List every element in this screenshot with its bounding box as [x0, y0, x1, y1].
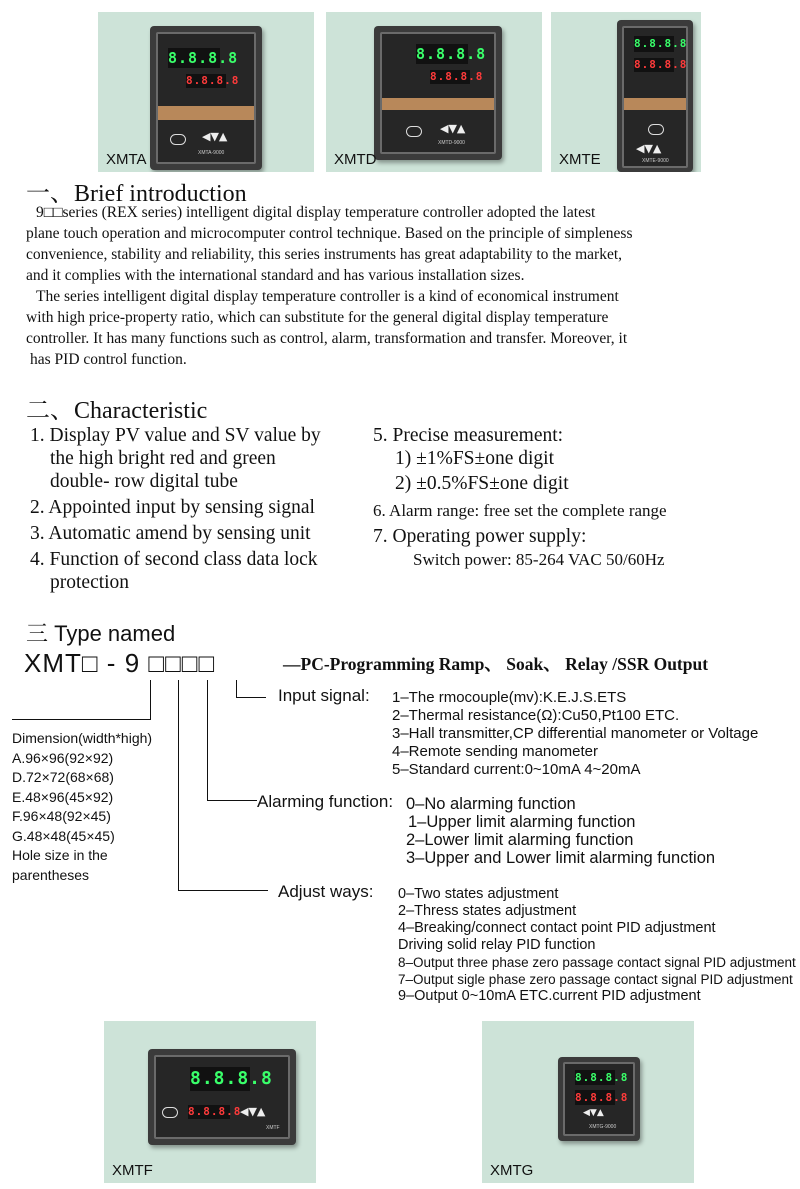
- section-heading-intro: 一、Brief introduction: [26, 181, 247, 207]
- photo-caption: XMTD: [334, 151, 377, 168]
- pv-display: 8.8.8.8: [416, 45, 487, 63]
- connector-line: [150, 680, 151, 720]
- alarming-function-list: 0–No alarming function 1–Upper limit alarming function 2–Lower limit alarming function 3–Upper and Lower limit alarming function: [406, 795, 716, 867]
- controller-device: 8.8.8.8 8.8.8.8 ◀▼▲ XMTF: [148, 1049, 296, 1145]
- intro-paragraphs: 9□□series (REX series) intelligent digital display temperature controller adopted the latest plane touch operation and microcomputer control technique. Based on the principle of simpleness convenience, stability and reliability, this series instruments has great adaptability to the market, and it complies with the international standard and has various installation sizes. The series intelligent digital display temperature controller is a kind of economical instrument with high price-property ratio, which can substitute for the general digital display temperature controller. It has many functions such as control, alarm, transformation and transfer. Moreover, it has PID control function.: [26, 204, 633, 368]
- characteristic-right-column: 5. Precise measurement: 1) ±1%FS±one digit 2) ±0.5%FS±one digit 6. Alarm range: free set the complete range 7. Operating power supply: Switch power: 85-264 VAC 50/60Hz: [373, 425, 667, 569]
- photo-caption: XMTE: [559, 151, 601, 168]
- photo-xmtg: [482, 1021, 694, 1183]
- arrow-buttons-icon: ◀▼▲: [202, 130, 228, 143]
- arrow-buttons-icon: ◀▼▲: [440, 122, 466, 135]
- section-heading-characteristic: 二、Characteristic: [26, 398, 208, 424]
- connector-line: [178, 680, 179, 891]
- controller-device: 8.8.8.8 8.8.8.8 ◀▼▲ XMTA-9000: [150, 26, 262, 170]
- pv-display: 8.8.8.8: [190, 1068, 273, 1089]
- sv-display: 8.8.8.8: [430, 70, 484, 83]
- dimension-list: Dimension(width*high) A.96×96(92×92) D.72×72(68×68) E.48×96(45×92) F.96×48(92×45) G.48×48(45×45) Hole size in the parentheses: [12, 730, 153, 883]
- alarming-function-label: Alarming function:: [257, 792, 394, 811]
- arrow-buttons-icon: ◀▼▲: [636, 142, 662, 155]
- connector-line: [207, 680, 208, 801]
- connector-line: [12, 719, 151, 720]
- arrow-buttons-icon: ◀▼▲: [583, 1108, 604, 1118]
- section-heading-type-named: 三 Type named: [26, 621, 176, 646]
- photo-xmtd: [326, 12, 542, 172]
- photo-xmtf: [104, 1021, 316, 1183]
- pv-display: 8.8.8.8: [575, 1071, 629, 1084]
- connector-line: [236, 680, 237, 698]
- pv-display: 8.8.8.8: [634, 37, 688, 50]
- controller-device: 8.8.8.8 8.8.8.8 ◀▼▲ XMTG-9000: [558, 1057, 640, 1141]
- sv-display: 8.8.8.8: [575, 1091, 629, 1104]
- sv-display: 8.8.8.8: [186, 74, 240, 87]
- sv-display: 8.8.8.8: [634, 58, 688, 71]
- brand-logo-icon: [170, 134, 186, 145]
- photo-xmte: [551, 12, 701, 172]
- photo-caption: XMTG: [490, 1162, 534, 1179]
- adjust-ways-label: Adjust ways:: [278, 882, 374, 901]
- input-signal-list: 1–The rmocouple(mv):K.E.J.S.ETS 2–Thermal resistance(Ω):Cu50,Pt100 ETC. 3–Hall transmitter,CP differential manometer or Voltage 4–Remote sending manometer 5–Standard current:0~10mA 4~20mA: [392, 689, 759, 778]
- adjust-ways-list: 0–Two states adjustment 2–Thress states adjustment 4–Breaking/connect contact point PID adjustment Driving solid relay PID function 8–Output three phase zero passage contact signal PID adjustment 7–Output sigle phase zero passage contact signal PID adjustment 9–Output 0~10mA ETC.current PID adjustment: [398, 886, 796, 1004]
- connector-line: [207, 800, 257, 801]
- photo-caption: XMTF: [112, 1162, 153, 1179]
- brand-logo-icon: [648, 124, 664, 135]
- model-code-suffix: —PC-Programming Ramp、 Soak、 Relay /SSR Output: [283, 654, 709, 674]
- connector-line: [236, 697, 266, 698]
- model-code: XMT□ - 9 □□□□: [24, 648, 216, 678]
- input-signal-label: Input signal:: [278, 686, 370, 705]
- characteristic-left-column: 1. Display PV value and SV value by the high bright red and green double- row digital tube 2. Appointed input by sensing signal 3. Automatic amend by sensing unit 4. Function of second class data lock protection: [30, 425, 321, 593]
- arrow-buttons-icon: ◀▼▲: [240, 1105, 266, 1118]
- photo-xmta: [98, 12, 314, 172]
- connector-line: [178, 890, 268, 891]
- pv-display: 8.8.8.8: [168, 49, 239, 67]
- sv-display: 8.8.8.8: [188, 1105, 242, 1118]
- brand-logo-icon: [406, 126, 422, 137]
- controller-device: 8.8.8.8 8.8.8.8 ◀▼▲ XMTE-9000: [617, 20, 693, 172]
- photo-caption: XMTA: [106, 151, 147, 168]
- brand-logo-icon: [162, 1107, 178, 1118]
- controller-device: 8.8.8.8 8.8.8.8 ◀▼▲ XMTD-9000: [374, 26, 502, 160]
